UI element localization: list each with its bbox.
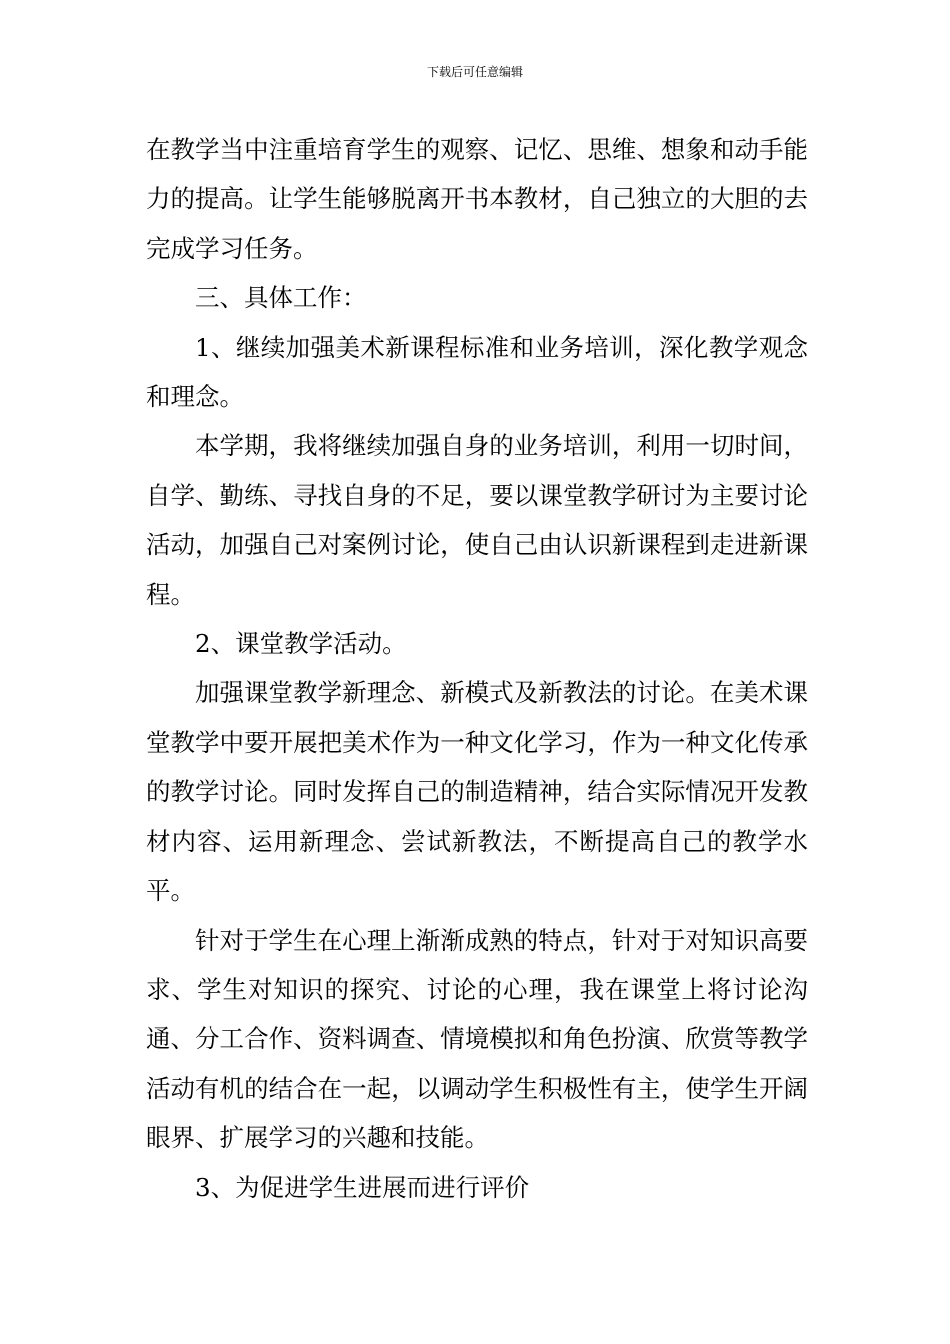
- section-heading-3: 三、具体工作：: [195, 283, 367, 313]
- item-heading-2: 2、课堂教学活动。: [195, 629, 407, 659]
- paragraph-4: 针对于学生在心理上渐渐成熟的特点，针对于对知识高要求、学生对知识的探究、讨论的心理，我在课堂上将讨论沟通、分工合作、资料调查、情境模拟和角色扮演、欣赏等教学活动有机的结合在一起，以调动学生积极性有主，使学生开阔眼界、扩展学习的兴趣和技能。: [146, 925, 808, 1153]
- paragraph-3: 加强课堂教学新理念、新模式及新教法的讨论。在美术课堂教学中要开展把美术作为一种文化学习，作为一种文化传承的教学讨论。同时发挥自己的制造精神，结合实际情况开发教材内容、运用新理念、尝试新教法，不断提高自己的教学水平。: [146, 678, 808, 906]
- paragraph-2: 本学期，我将继续加强自身的业务培训，利用一切时间，自学、勤练、寻找自身的不足，要以课堂教学研讨为主要讨论活动，加强自己对案例讨论，使自己由认识新课程到走进新课程。: [146, 431, 808, 609]
- page-header-note: 下载后可任意编辑: [426, 65, 523, 79]
- item-heading-3: 3、为促进学生进展而进行评价: [195, 1172, 530, 1202]
- item-heading-1: 1、继续加强美术新课程标准和业务培训，深化教学观念和理念。: [146, 332, 808, 412]
- document-body: [146, 125, 808, 1212]
- paragraph-1: 在教学当中注重培育学生的观察、记忆、思维、想象和动手能力的提高。让学生能够脱离开书本教材，自己独立的大胆的去完成学习任务。: [146, 135, 808, 263]
